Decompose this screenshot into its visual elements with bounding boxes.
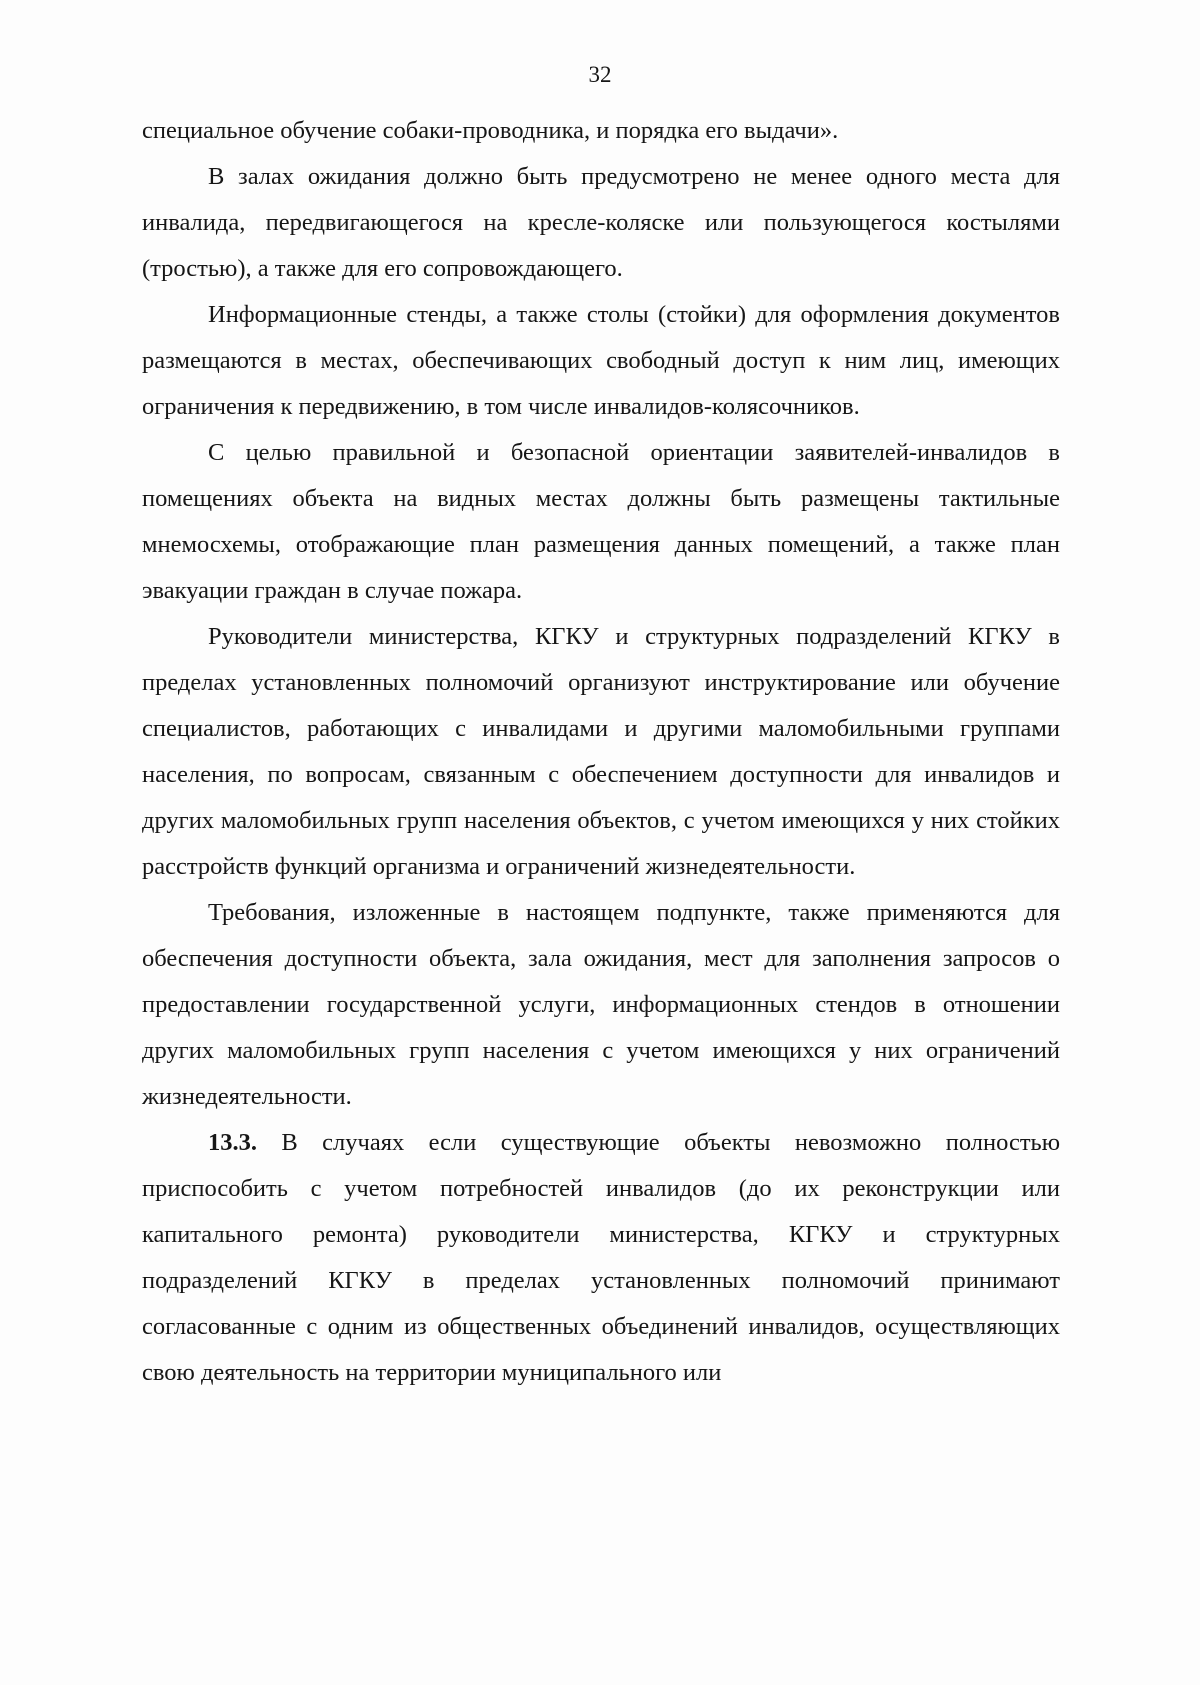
document-body — [142, 108, 1060, 1396]
paragraph-waiting-rooms: В залах ожидания должно быть предусмотрено не менее одного места для инвалида, передвигающегося на кресле-коляске или пользующегося костылями (тростью), а также для его сопровождающего. — [142, 163, 1060, 282]
paragraph-dog-guide-continuation: специальное обучение собаки-проводника, и порядка его выдачи». — [142, 117, 839, 144]
paragraph-requirements-application: Требования, изложенные в настоящем подпункте, также применяются для обеспечения доступности объекта, зала ожидания, мест для заполнения запросов о предоставлении государственной услуги, информационных стендов в отношении других маломобильных групп населения с учетом имеющихся у них ограничений жизнедеятельности. — [142, 899, 1060, 1110]
clause-number: 13.3. — [208, 1129, 257, 1156]
paragraph-information-stands: Информационные стенды, а также столы (стойки) для оформления документов размещаются в местах, обеспечивающих свободный доступ к ним лиц, имеющих ограничения к передвижению, в том числе инвалидов-колясочников. — [142, 301, 1060, 420]
paragraph-clause-13-3 — [142, 1120, 1060, 1396]
page-number: 32 — [588, 62, 612, 87]
paragraph-staff-training: Руководители министерства, КГКУ и структурных подразделений КГКУ в пределах установленных полномочий организуют инструктирование или обучение специалистов, работающих с инвалидами и другими маломобильными группами населения, по вопросам, связанным с обеспечением доступности для инвалидов и других маломобильных групп населения объектов, с учетом имеющихся у них стойких расстройств функций организма и ограничений жизнедеятельности. — [142, 623, 1060, 880]
paragraph-tactile-schemes: С целью правильной и безопасной ориентации заявителей-инвалидов в помещениях объекта на видных местах должны быть размещены тактильные мнемосхемы, отображающие план размещения данных помещений, а также план эвакуации граждан в случае пожара. — [142, 439, 1060, 604]
clause-text: В случаях если существующие объекты невозможно полностью приспособить с учетом потребностей инвалидов (до их реконструкции или капитального ремонта) руководители министерства, КГКУ и структурных подразделений КГКУ в пределах установленных полномочий принимают согласованные с одним из общественных объединений инвалидов, осуществляющих свою деятельность на территории муниципального или — [142, 1129, 1060, 1386]
